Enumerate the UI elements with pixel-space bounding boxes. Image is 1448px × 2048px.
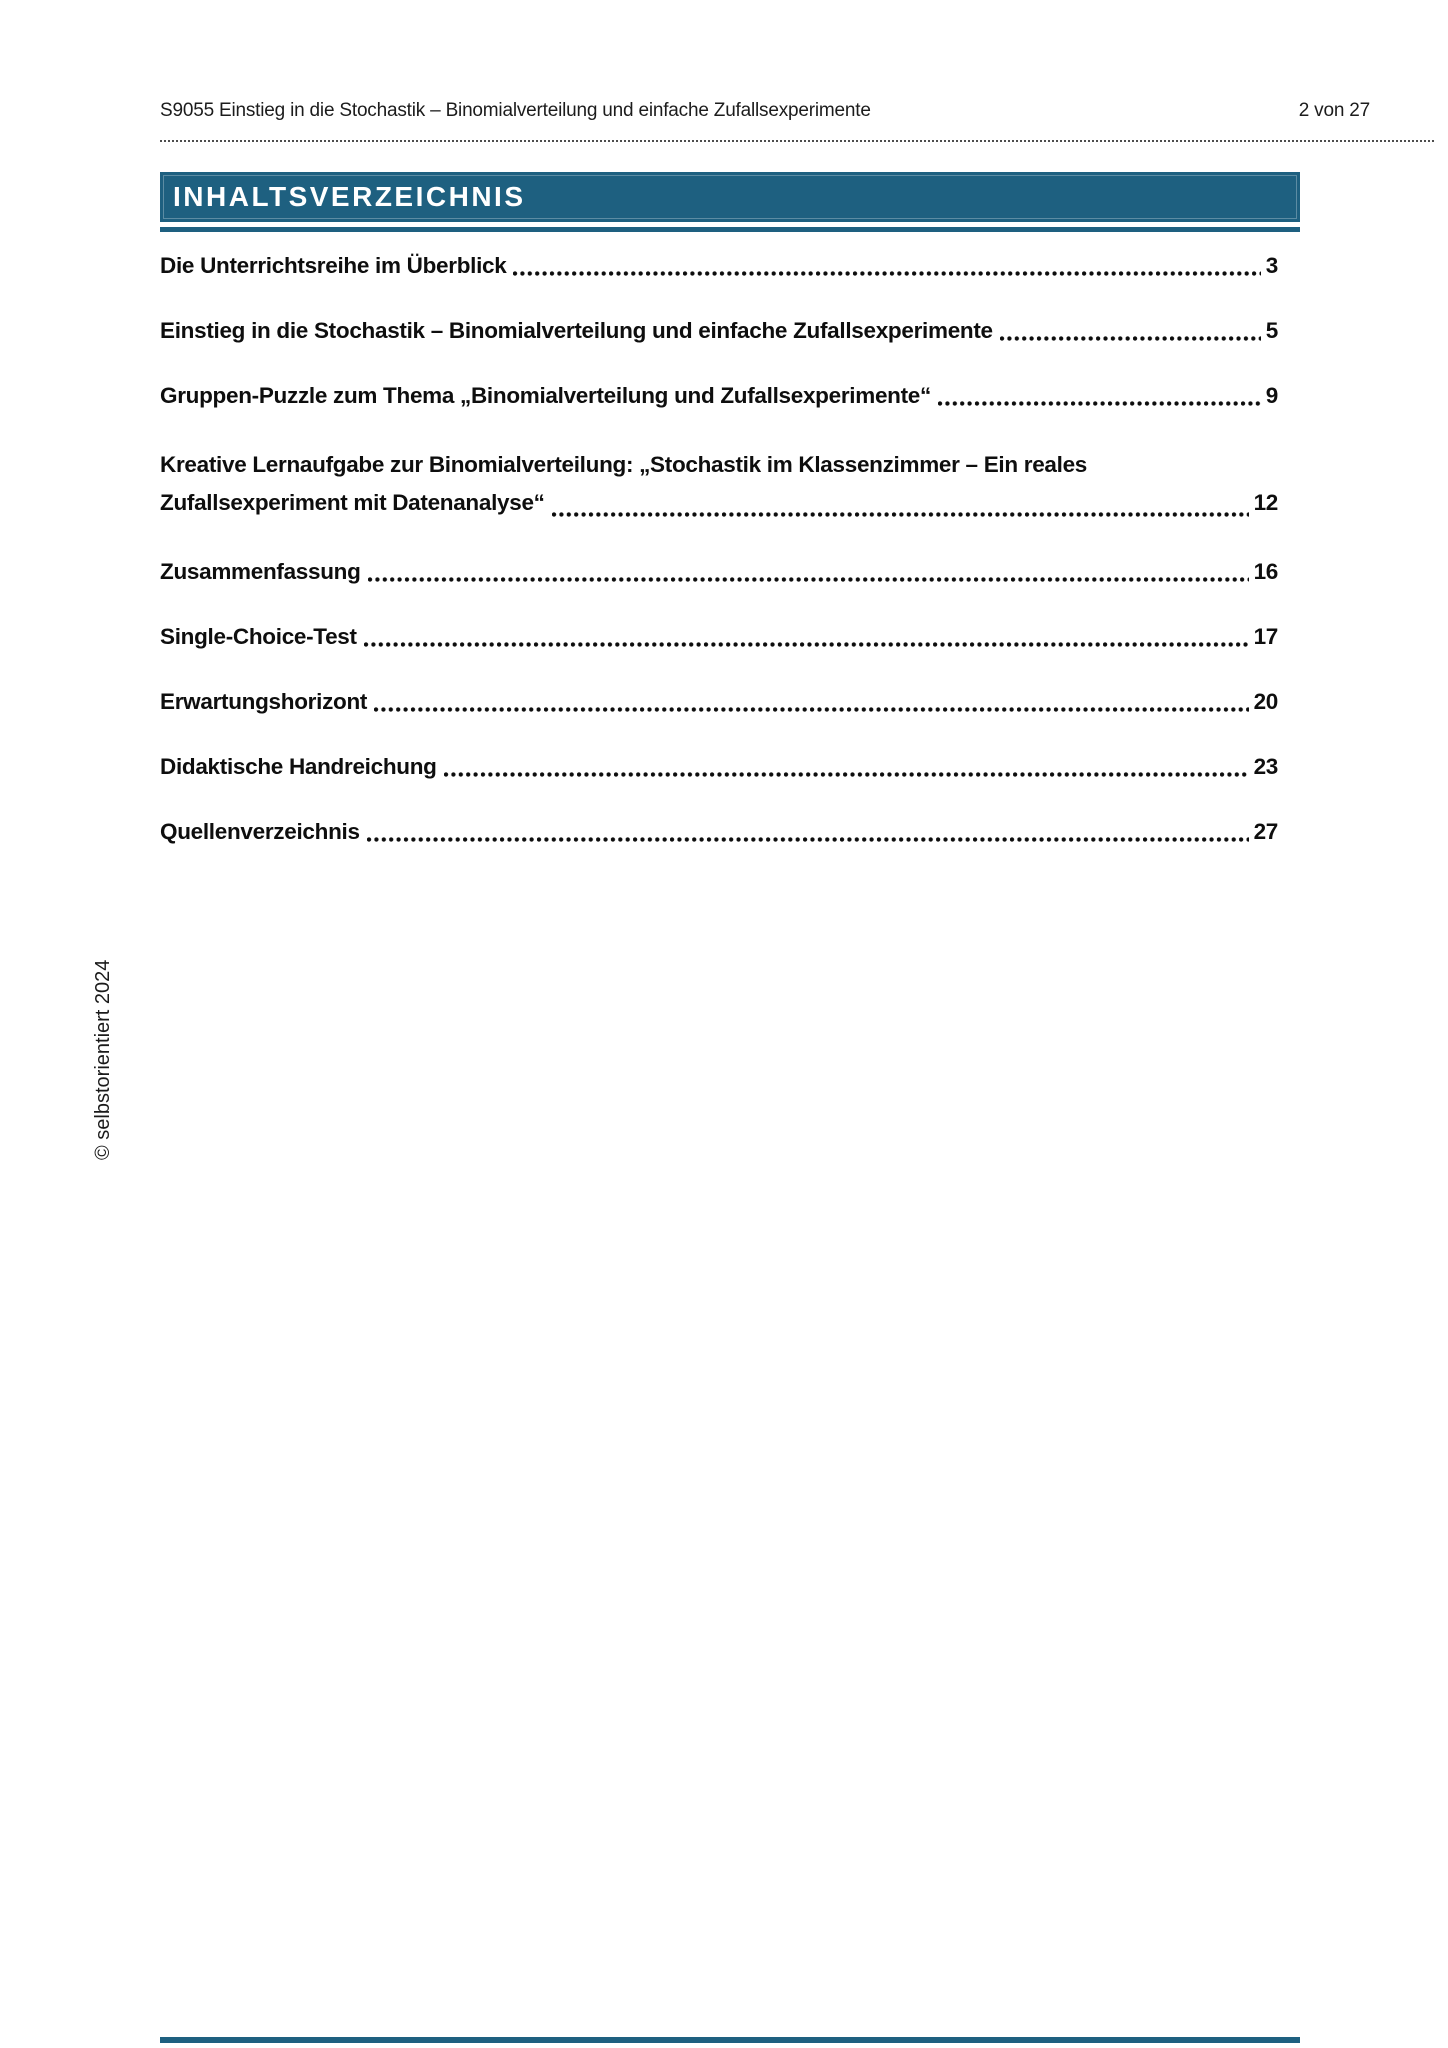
toc-entry-title[interactable]: Einstieg in die Stochastik – Binomialverteilung und einfache Zufallsexperimente xyxy=(160,318,993,343)
toc-entry-title[interactable]: Gruppen-Puzzle zum Thema „Binomialverteilung und Zufallsexperimente“ xyxy=(160,383,931,408)
toc-section-title: INHALTSVERZEICHNIS xyxy=(173,181,526,212)
toc-page-number: 5 xyxy=(1265,318,1278,343)
dot-leader xyxy=(938,401,1261,406)
toc-page-number: 9 xyxy=(1265,383,1278,408)
toc-section-bar xyxy=(160,172,1300,222)
toc-entry xyxy=(160,557,1278,587)
dot-leader xyxy=(368,577,1249,582)
toc-page-number: 23 xyxy=(1253,754,1278,779)
toc-entry-title[interactable]: Erwartungshorizont xyxy=(160,689,368,714)
toc-entry-title[interactable]: Single-Choice-Test xyxy=(160,624,357,649)
toc-entry xyxy=(160,817,1278,847)
toc-entry-title-line2[interactable]: Zufallsexperiment mit Datenanalyse“ xyxy=(160,490,545,515)
header-divider xyxy=(160,140,1434,142)
toc-entry xyxy=(160,381,1278,411)
toc-entry-title[interactable]: Quellenverzeichnis xyxy=(160,819,360,844)
toc-entry-title[interactable]: Didaktische Handreichung xyxy=(160,754,437,779)
toc-page-number: 12 xyxy=(1253,490,1278,515)
toc-page-number: 16 xyxy=(1253,559,1278,584)
toc-entry xyxy=(160,622,1278,652)
toc-page-number: 20 xyxy=(1253,689,1278,714)
dot-leader xyxy=(364,642,1249,647)
toc-page-number: 3 xyxy=(1265,253,1278,278)
dot-leader xyxy=(552,512,1249,517)
dot-leader xyxy=(367,837,1249,842)
dot-leader xyxy=(444,772,1249,777)
dot-leader xyxy=(374,707,1248,712)
toc-section-bar-underline xyxy=(160,227,1300,232)
copyright-note: © selbstorientiert 2024 xyxy=(92,959,114,1160)
toc-entry xyxy=(160,752,1278,782)
document-title: S9055 Einstieg in die Stochastik – Binomialverteilung und einfache Zufallsexperimente xyxy=(160,100,871,121)
page-bottom-divider xyxy=(160,2037,1300,2043)
table-of-contents xyxy=(160,251,1278,882)
toc-page-number: 27 xyxy=(1253,819,1278,844)
page-indicator: 2 von 27 xyxy=(1298,100,1370,121)
toc-entry xyxy=(160,687,1278,717)
toc-entry-title[interactable]: Zusammenfassung xyxy=(160,559,361,584)
toc-entry-title-line1[interactable]: Kreative Lernaufgabe zur Binomialverteilung: „Stochastik im Klassenzimmer – Ein reales xyxy=(160,452,1088,477)
toc-page-number: 17 xyxy=(1253,624,1278,649)
toc-entry xyxy=(160,316,1278,346)
toc-entry xyxy=(160,446,1278,522)
dot-leader xyxy=(1000,336,1261,341)
running-header xyxy=(160,100,1370,122)
dot-leader xyxy=(513,271,1260,276)
toc-entry xyxy=(160,251,1278,281)
toc-entry-title[interactable]: Die Unterrichtsreihe im Überblick xyxy=(160,253,507,278)
